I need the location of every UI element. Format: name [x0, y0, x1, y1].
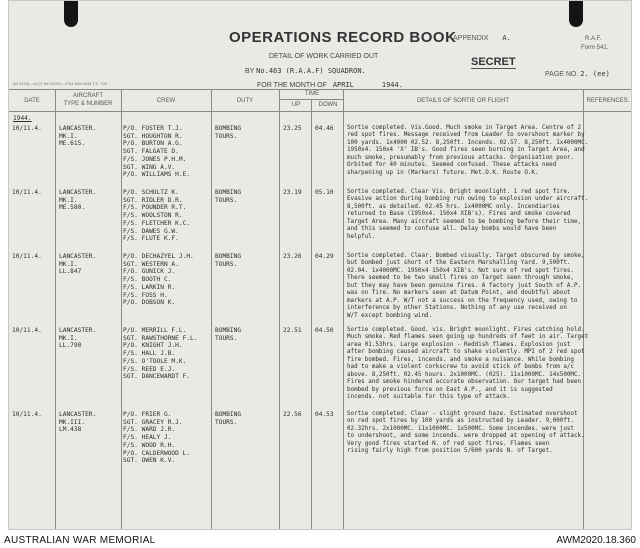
column-rule	[279, 89, 280, 530]
squadron: No.463 (R.A.A.F) SQUADRON.	[256, 67, 366, 75]
col-crew: CREW	[156, 98, 176, 104]
entry-aircraft: LANCASTER. MK.III. LM.438	[59, 411, 97, 434]
column-rule	[121, 89, 122, 530]
col-up: UP	[291, 102, 301, 108]
entry-details: Sortie completed. Good. vis. Bright moonlight. Fires catching hold. Much smoke. Red flames seen going up hundreds of feet in air. Target area 01.53hrs. Large explosion - Reddish flames. Explosion just after bombing caused aircraft to shake violently. MPI of 2 red spot fire bombed. Fires, incends. and smoke a nuisance. While bombing had to make a violent corkscrew to avoid stick of bombs from a/c above. 8,250ft. 02.45 hours. 2x1000MC. (025). 11x1000MC. 14x500MC. Fires and smoke hindered accurate observation. Our target had been bombed by previous force on East A.P., and it is suggested incends. not suitable for this type of attack.	[347, 327, 589, 401]
entry-time-down: 04.46	[315, 125, 334, 132]
entry-details: Sortie completed. Vis.Good. Much smoke in Target Area. Centre of 2 red spot fires. Message received from Leader to overshoot marker by 100 yards. 1x4000 02.52. 8,250ft. Incends. 02.57. 8,250ft. 1x4000MC. 1950x4. 150x4 'X' IB's. Good fires seen burning in Target Area, and much smoke, presumably from previous attacks. Organisation poor. Orbited for 40 minutes. Seemed confused. These attacks need sharpening up in (Markers) future. Met.O.K. Route O.K.	[347, 125, 589, 176]
binder-hole	[569, 0, 583, 27]
entry-duty: BOMBING TOURS.	[215, 189, 242, 204]
entry-time-up: 23.25	[283, 125, 302, 132]
appendix-line	[453, 34, 511, 42]
raf-label: R.A.F.	[585, 36, 602, 42]
column-rule	[211, 89, 212, 530]
entry-duty: BOMBING TOURS.	[215, 327, 242, 342]
page-title: OPERATIONS RECORD BOOK	[229, 29, 457, 46]
col-details: DETAILS OF SORTIE OR FLIGHT	[416, 98, 510, 104]
month: APRIL	[332, 81, 354, 89]
month-line	[257, 81, 403, 89]
squadron-line	[245, 67, 366, 75]
page-number-line	[545, 70, 610, 78]
column-rule	[55, 89, 56, 530]
entry-crew: P/O. SCHULTZ K. SGT. RIDLER D.R. F/S. POUNDER R.T. F/S. WOOLSTON R. F/S. FLETCHER K.C. F/S. DAWES G.W. F/S. FLUTE K.F.	[123, 189, 191, 243]
column-rule	[311, 99, 312, 530]
appendix: A.	[502, 34, 511, 42]
entry-time-up: 23.26	[283, 253, 302, 260]
entry-date: 10/11.4.	[12, 327, 42, 334]
rule	[9, 111, 632, 112]
form-number: Form 541.	[581, 45, 609, 51]
rule	[9, 89, 632, 90]
entry-aircraft: LANCASTER. MK.I. LL.790	[59, 327, 97, 350]
entry-duty: BOMBING TOURS.	[215, 125, 242, 140]
col-references: REFERENCES.	[586, 98, 630, 104]
entry-aircraft: LANCASTER. MK.I. ME.615.	[59, 125, 97, 148]
appendix-label: APPENDIX	[453, 35, 489, 42]
entry-time-down: 04.29	[315, 253, 334, 260]
entry-time-down: 05.10	[315, 189, 334, 196]
col-date: DATE	[24, 98, 40, 104]
archive-reference: AWM2020.18.360	[556, 535, 636, 546]
print-code: (M.2378)—42(?) Wt.13109—2784 65m 8/43 T.S. 700	[13, 81, 107, 86]
entry-crew: P/O. FRIER G. SGT. GRACEY R.J. F/S. WARD J.R. F/S. HEALY J. F/S. WOOD R.H. P/O. CALDERWOOD L. SGT. OWEN K.V.	[123, 411, 191, 465]
entry-duty: BOMBING TOURS.	[215, 253, 242, 268]
col-aircraft: AIRCRAFT TYPE & NUMBER	[63, 93, 113, 107]
entry-details: Sortie completed. Clear. Bombed visually. Target obscured by smoke, but bombed just short of the Eastern Marshalling Yard. 9,500ft. 02.04. 1x4000MC. 1950x4 150x4 XIB's. Not sure of red spot fires. There seemed to be two small fires on Target seen through smoke, but they may have been genuine fires. A factory just South of A.P. was on fire. No markers seen at Datum Point, and doubtful about markers at A.P. W/T not a success on the frequency used, owing to interference by other Stations. Nothing of any use received on W/T except bombing wind.	[347, 253, 585, 319]
entry-aircraft: LANCASTER. MK.I. ME.580.	[59, 189, 97, 212]
binder-hole	[64, 0, 78, 27]
entry-details: Sortie completed. Clear Vis. Bright moonlight. 1 red spot fire. Evasive action during bombing run owing to explosion under aircraft. 8,500ft. as detailed. 02.45 hrs. 1x4000MC only. Incendiaries returned to Base (1950x4. 150x4 XIB's). Fires and smoke covered Target Area. Many aircraft seemed to be bombing before their time, and this seemed to confuse all. Delay bombs would have been helpful.	[347, 189, 589, 240]
entry-crew: P/O. DECHAZYEL J.H. SGT. WESTERN A. F/O. GUNICK J. F/S. BOOTH C. F/S. LARKIN R. F/S. FOSS H. P/O. DOBSON K.	[123, 253, 194, 307]
month-label: FOR THE MONTH OF	[257, 82, 327, 89]
page-subtitle: DETAIL OF WORK CARRIED OUT	[269, 53, 379, 60]
entry-time-down: 04.50	[315, 327, 334, 334]
col-duty: DUTY	[236, 98, 254, 104]
entry-duty: BOMBING TOURS.	[215, 411, 242, 426]
year: 1944.	[381, 81, 403, 89]
col-down: DOWN	[318, 102, 338, 108]
archive-credit: AUSTRALIAN WAR MEMORIAL	[4, 535, 156, 546]
entry-time-up: 22.51	[283, 327, 302, 334]
by-label: BY	[245, 68, 255, 75]
entry-crew: P/O. FOSTER T.J. SGT. HOUGHTON R. P/O. BURTON A.G. SGT. FALGATE D. F/S. JONES P.H.M. SGT. WING A.V. P/O. WILLIAMS H.E.	[123, 125, 191, 179]
entry-details: Sortie completed. Clear - slight ground haze. Estimated overshoot on red spot fires by 100 yards as instructed by Leader. 9,000ft. 02.32hrs. 2x1000MC. 11x1000MC. 1x500MC. Some incendes. were just to undershoot, and some incends. were dropped at opening of attack. Very good fires started N. of red spot fires. Flames seen rising fairly high from position 5/600 yards N. of Target.	[347, 411, 585, 455]
year-mark: 1944.	[13, 115, 32, 122]
entry-aircraft: LANCASTER. MK.I. LL.847	[59, 253, 97, 276]
entry-date: 10/11.4.	[12, 411, 42, 418]
entry-time-down: 04.53	[315, 411, 334, 418]
page-label: PAGE NO.	[545, 71, 579, 78]
entry-time-up: 22.56	[283, 411, 302, 418]
page-number: 2. (ee)	[580, 70, 610, 78]
entry-date: 10/11.4.	[12, 253, 42, 260]
entry-time-up: 23.19	[283, 189, 302, 196]
col-time: TIME	[304, 91, 320, 97]
column-rule	[343, 89, 344, 530]
secret-stamp: SECRET	[471, 56, 516, 68]
record-sheet	[8, 0, 632, 530]
entry-crew: P/O. MERRILL F.L. SGT. RAWSTHORNE F.L. P/O. KNIGHT J.H. F/S. HALL J.B. F/S. O'TOOLE M.K. F/S. REED E.J. SGT. DANCEWARDT F.	[123, 327, 198, 381]
entry-date: 10/11.4.	[12, 189, 42, 196]
entry-date: 10/11.4.	[12, 125, 42, 132]
